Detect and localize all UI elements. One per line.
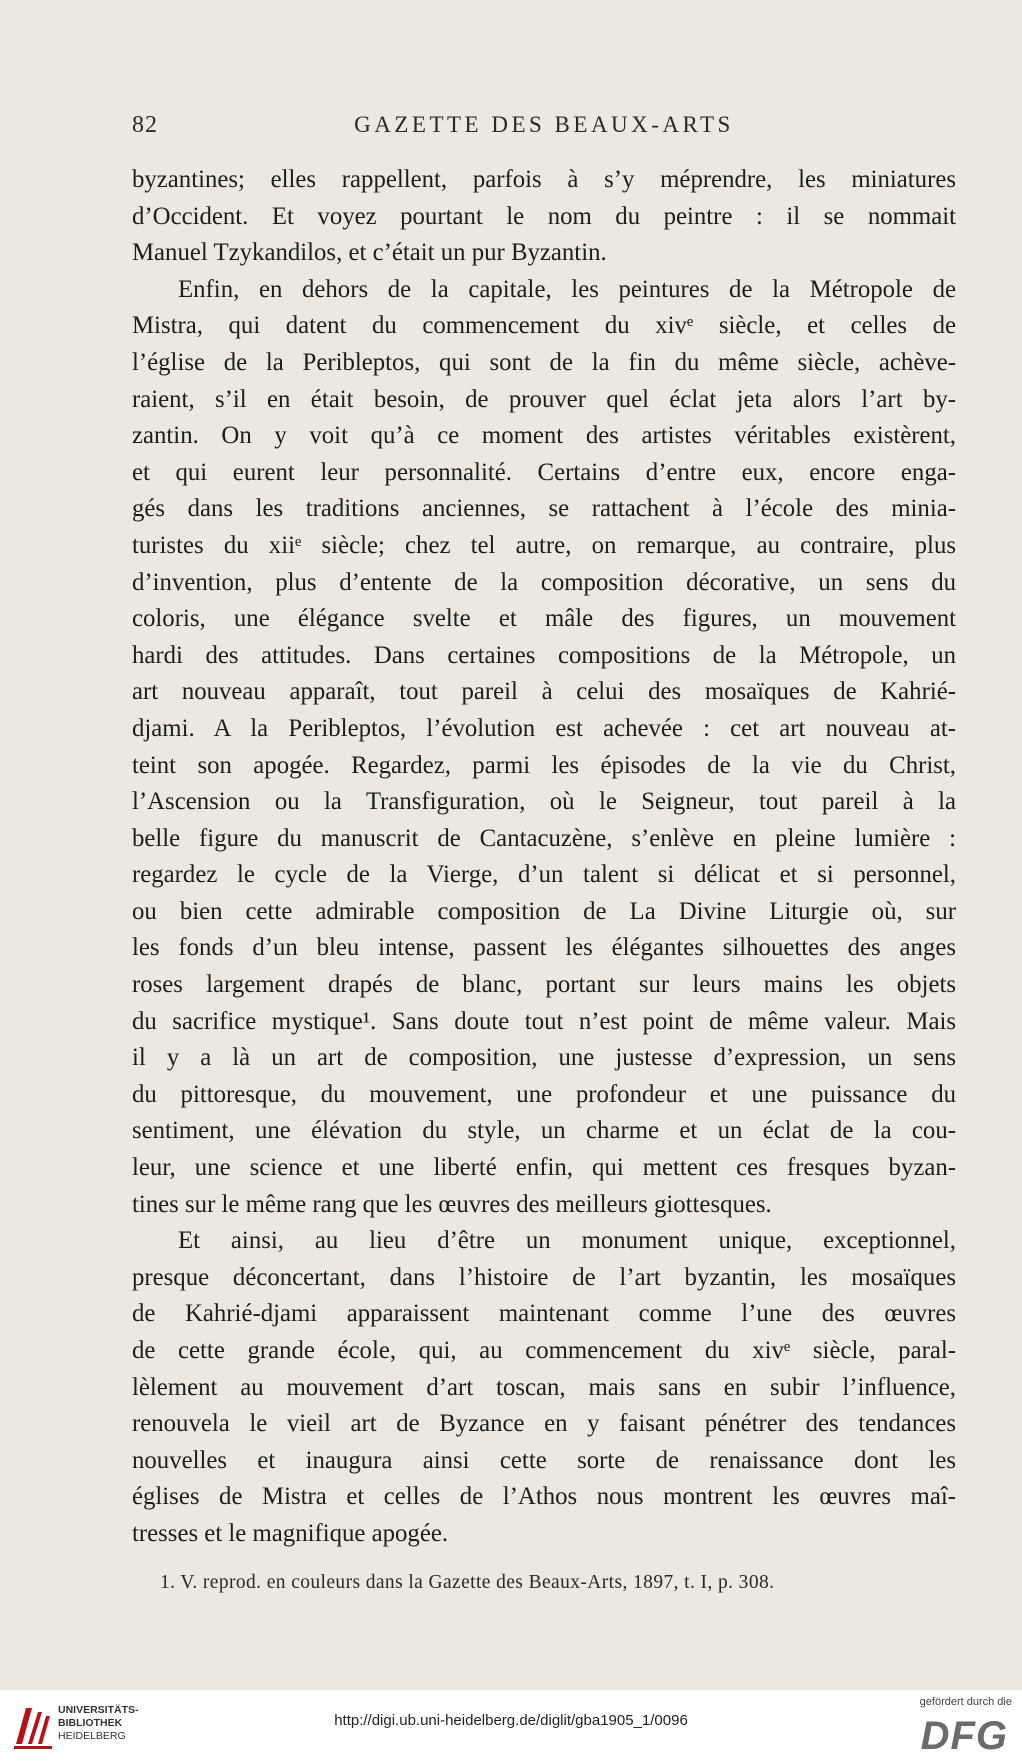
text-line: leur, une science et une liberté enfin, qui mettent ces fresques byzan-	[132, 1154, 956, 1182]
text-line: de Kahrié-djami apparaissent maintenant comme l’une des œuvres	[132, 1300, 956, 1328]
text-line: l’église de la Peribleptos, qui sont de la fin du même siècle, achève-	[132, 348, 956, 376]
text-line: d’Occident. Et voyez pourtant le nom du peintre : il se nommait	[132, 202, 956, 230]
text-line: du pittoresque, du mouvement, une profondeur et une puissance du	[132, 1080, 956, 1108]
text-line: lèlement au mouvement d’art toscan, mais sans en subir l’influence,	[132, 1373, 956, 1401]
library-name-line-2: BIBLIOTHEK	[58, 1717, 123, 1729]
text-line: regardez le cycle de la Vierge, d’un talent si délicat et si personnel,	[132, 861, 956, 889]
text-line: nouvelles et inaugura ainsi cette sorte de renaissance dont les	[132, 1446, 956, 1474]
text-line: Manuel Tzykandilos, et c’était un pur Byzantin.	[132, 239, 607, 267]
text-line: djami. A la Peribleptos, l’évolution est achevée : cet art nouveau at-	[132, 714, 956, 742]
text-line: du sacrifice mystique¹. Sans doute tout n’est point de même valeur. Mais	[132, 1007, 956, 1035]
text-line: turistes du xiiᵉ siècle; chez tel autre, on remarque, au contraire, plus	[132, 531, 956, 559]
text-line: il y a là un art de composition, une justesse d’expression, un sens	[132, 1044, 956, 1072]
dfg-logo: DFG	[920, 1714, 1008, 1758]
text-line: presque déconcertant, dans l’histoire de l’art byzantin, les mosaïques	[132, 1263, 956, 1291]
text-line: raient, s’il en était besoin, de prouver quel éclat jeta alors l’art by-	[132, 385, 956, 413]
permalink-url[interactable]: http://digi.ub.uni-heidelberg.de/diglit/gba1905_1/0096	[334, 1712, 688, 1729]
library-name-line-3: HEIDELBERG	[58, 1730, 126, 1742]
text-line: d’invention, plus d’entente de la composition décorative, un sens du	[132, 568, 956, 596]
footnote: 1. V. reprod. en couleurs dans la Gazette des Beaux-Arts, 1897, t. I, p. 308.	[160, 1572, 775, 1593]
text-line: roses largement drapés de blanc, portant sur leurs mains les objets	[132, 971, 956, 999]
text-line: tresses et le magnifique apogée.	[132, 1519, 449, 1547]
text-line: et qui eurent leur personnalité. Certains d’entre eux, encore enga-	[132, 458, 956, 486]
text-line: renouvela le vieil art de Byzance en y faisant pénétrer des tendances	[132, 1410, 956, 1438]
text-line: hardi des attitudes. Dans certaines compositions de la Métropole, un	[132, 641, 956, 669]
text-line: Mistra, qui datent du commencement du xivᵉ siècle, et celles de	[132, 312, 956, 340]
text-line: les fonds d’un bleu intense, passent les élégantes silhouettes des anges	[132, 934, 956, 962]
text-line: Enfin, en dehors de la capitale, les peintures de la Métropole de	[178, 275, 956, 303]
text-line: ou bien cette admirable composition de La Divine Liturgie où, sur	[132, 897, 956, 925]
text-line: teint son apogée. Regardez, parmi les épisodes de la vie du Christ,	[132, 751, 956, 779]
text-line: byzantines; elles rappellent, parfois à s’y méprendre, les miniatures	[132, 166, 956, 193]
text-line: églises de Mistra et celles de l’Athos nous montrent les œuvres maî-	[132, 1483, 956, 1511]
page-number: 82	[132, 112, 158, 138]
text-line: Et ainsi, au lieu d’être un monument unique, exceptionnel,	[178, 1227, 956, 1255]
funding-note: gefördert durch die	[919, 1696, 1012, 1708]
text-line: gés dans les traditions anciennes, se rattachent à l’école des minia-	[132, 495, 956, 523]
text-line: zantin. On y voit qu’à ce moment des artistes véritables existèrent,	[132, 422, 956, 450]
text-line: tines sur le même rang que les œuvres des meilleurs giottesques.	[132, 1190, 772, 1218]
page-header	[132, 112, 956, 144]
text-line: de cette grande école, qui, au commencement du xivᵉ siècle, paral-	[132, 1337, 956, 1364]
digitization-footer	[0, 1690, 1022, 1762]
text-line: sentiment, une élévation du style, un charme et un éclat de la cou-	[132, 1117, 956, 1145]
text-line: art nouveau apparaît, tout pareil à celui des mosaïques de Kahrié-	[132, 678, 956, 706]
text-line: belle figure du manuscrit de Cantacuzène, s’enlève en pleine lumière :	[132, 824, 956, 852]
text-line: coloris, une élégance svelte et mâle des figures, un mouvement	[132, 605, 956, 633]
text-line: l’Ascension ou la Transfiguration, où le Seigneur, tout pareil à la	[132, 788, 956, 816]
article-body	[132, 162, 956, 1553]
running-title: GAZETTE DES BEAUX-ARTS	[354, 112, 734, 137]
library-name-line-1: UNIVERSITÄTS-	[58, 1704, 139, 1716]
